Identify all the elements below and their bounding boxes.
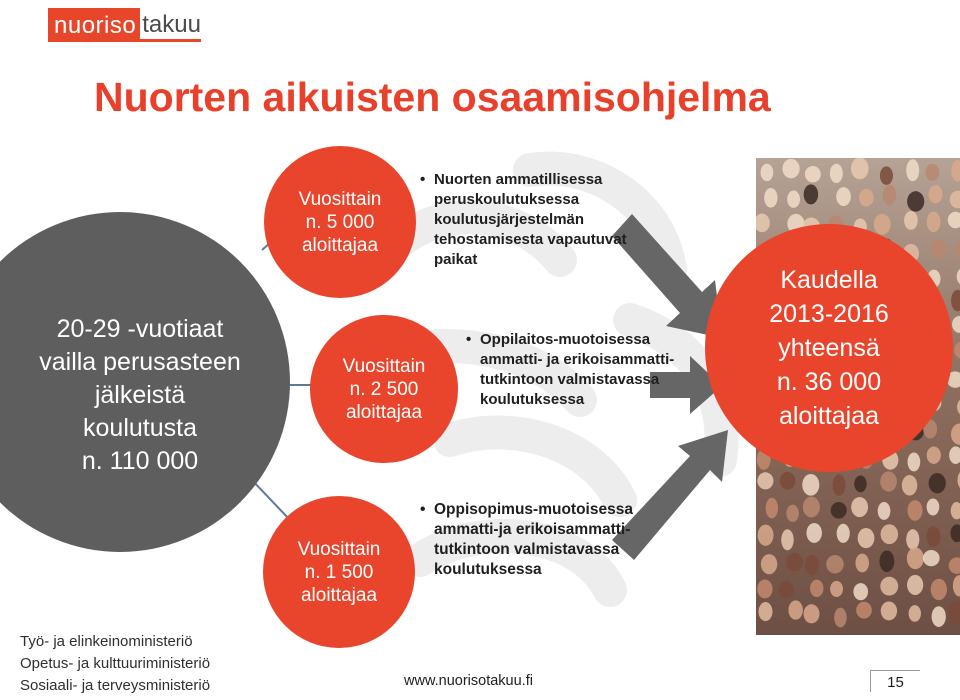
circle-line: Vuosittain xyxy=(342,355,426,377)
circle-line: n. 2 500 xyxy=(349,378,419,400)
target-group-line: 20-29 -vuotiaat xyxy=(56,315,224,343)
total-starters-circle xyxy=(705,224,953,472)
target-group-line: koulutusta xyxy=(83,414,197,442)
circle-line: aloittajaa xyxy=(300,584,378,606)
circle-line: n. 1 500 xyxy=(304,561,374,583)
circle-line: aloittajaa xyxy=(345,401,423,423)
total-line: yhteensä xyxy=(778,334,880,362)
annual-starters-circle-1 xyxy=(264,146,416,298)
stream-description-2: • Oppilaitos-muotoisessa ammatti- ja erikoisammatti-tutkintoon valmistavassa koulutuksessa xyxy=(466,330,695,410)
ministry-name: Opetus- ja kulttuuriministeriö xyxy=(20,655,211,672)
ministry-name: Sosiaali- ja terveysministeriö xyxy=(20,677,211,694)
total-line: n. 36 000 xyxy=(776,368,882,396)
target-group-text xyxy=(0,313,280,478)
annual-starters-circle-2 xyxy=(310,315,458,463)
target-group-line: n. 110 000 xyxy=(81,447,199,475)
stream-description-1: • Nuorten ammatillisessa peruskoulutuksessa koulutusjärjestelmän tehostamisesta vapautuvat paikat xyxy=(420,170,664,270)
circle-line: aloittajaa xyxy=(301,234,379,256)
ministry-name: Työ- ja elinkeinoministeriö xyxy=(20,633,193,650)
target-group-line: vailla perusasteen xyxy=(39,348,241,376)
stream-description-3: • Oppisopimus-muotoisessa ammatti-ja erikoisammatti-tutkintoon valmistavassa koulutuksessa xyxy=(420,500,664,580)
annual-starters-circle-3 xyxy=(263,496,415,648)
page-number: 15 xyxy=(870,670,920,692)
target-group-line: jälkeistä xyxy=(94,381,186,409)
circle-line: n. 5 000 xyxy=(305,211,375,233)
website-url: www.nuorisotakuu.fi xyxy=(404,673,533,689)
connector-line-bottom xyxy=(250,478,290,520)
circle-line: Vuosittain xyxy=(297,538,381,560)
logo-part-takuu: takuu xyxy=(140,8,201,42)
circle-line: Vuosittain xyxy=(298,188,382,210)
total-line: Kaudella xyxy=(780,266,878,294)
total-line: 2013-2016 xyxy=(769,300,889,328)
ministries-list xyxy=(20,631,210,697)
slide-title: Nuorten aikuisten osaamisohjelma xyxy=(94,74,771,120)
total-line: aloittajaa xyxy=(778,402,880,430)
logo-part-nuoriso: nuoriso xyxy=(48,8,140,42)
